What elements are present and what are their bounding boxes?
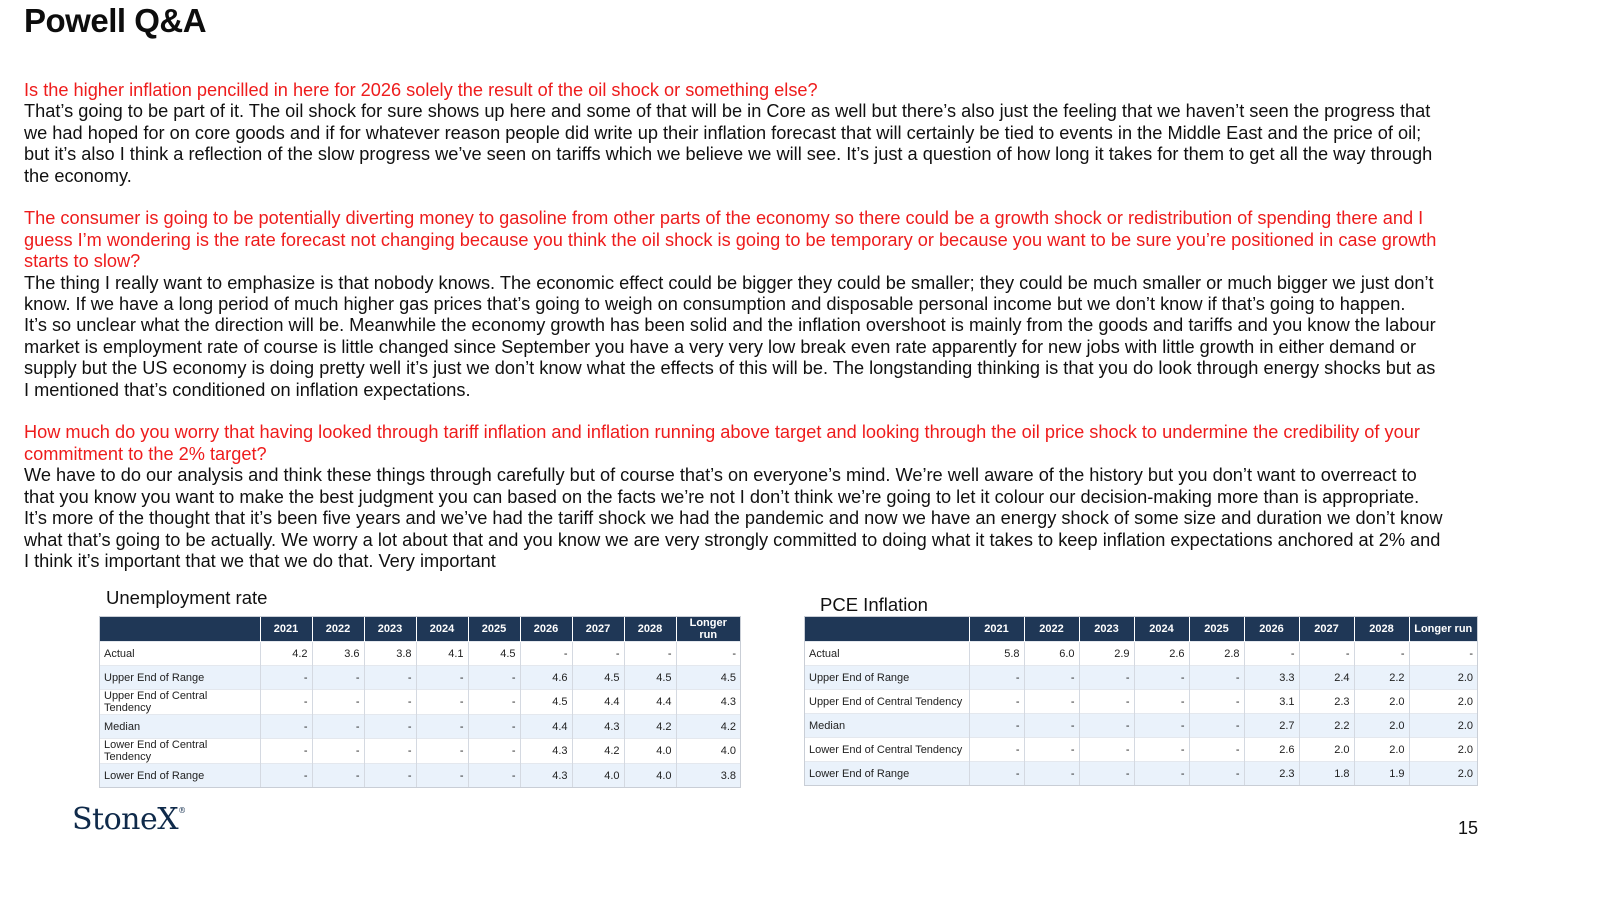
row-label: Median <box>100 715 260 739</box>
row-label: Lower End of Range <box>100 764 260 788</box>
table-cell: - <box>364 715 416 739</box>
table-row <box>805 666 1477 690</box>
column-header: 2022 <box>312 617 364 642</box>
registered-mark: ® <box>178 806 186 815</box>
table-row <box>805 714 1477 738</box>
table-row <box>805 762 1477 786</box>
table-cell: 2.4 <box>1299 666 1354 690</box>
table-cell: - <box>1134 690 1189 714</box>
table-cell: - <box>1299 642 1354 666</box>
logo-text: StoneX <box>72 802 179 837</box>
pce-table-label: PCE Inflation <box>820 594 928 615</box>
table-row <box>100 690 740 715</box>
table-cell: - <box>312 739 364 764</box>
table-cell: - <box>468 764 520 788</box>
column-header: 2024 <box>416 617 468 642</box>
pce-table <box>805 617 1477 785</box>
table-cell: - <box>1024 666 1079 690</box>
table-cell: - <box>1354 642 1409 666</box>
row-label: Lower End of Central Tendency <box>805 738 969 762</box>
table-cell: - <box>969 738 1024 762</box>
column-header: Longer run <box>1409 617 1477 642</box>
table-cell: - <box>1079 690 1134 714</box>
table-cell: - <box>1079 666 1134 690</box>
table-cell: 4.4 <box>624 690 676 715</box>
table-header-row <box>805 617 1477 642</box>
table-cell: - <box>364 764 416 788</box>
question-text: The consumer is going to be potentially diverting money to gasoline from other parts of the economy so there could be a growth shock or redistribution of spending there and I guess I’m wondering is the rate forecast not changing because you think the oil shock is going to be temporary or because you want to be sure you’re positioned in case growth starts to slow? <box>24 208 1437 272</box>
row-label: Upper End of Central Tendency <box>805 690 969 714</box>
table-cell: - <box>969 666 1024 690</box>
table-row <box>100 666 740 690</box>
table-cell: - <box>468 739 520 764</box>
table-cell: 2.0 <box>1409 738 1477 762</box>
column-header: 2023 <box>1079 617 1134 642</box>
table-cell: 4.4 <box>572 690 624 715</box>
column-header: 2023 <box>364 617 416 642</box>
question-text: How much do you worry that having looked through tariff inflation and inflation running above target and looking through the oil price shock to undermine the credibility of your commitment to the 2% target? <box>24 422 1420 464</box>
slide-title: Powell Q&A <box>24 2 207 39</box>
table-cell: - <box>572 642 624 666</box>
table-cell: - <box>468 715 520 739</box>
table-cell: 2.6 <box>1134 642 1189 666</box>
table-cell: - <box>312 715 364 739</box>
table-cell: 4.0 <box>572 764 624 788</box>
stonex-logo <box>72 802 186 837</box>
table-cell: 2.2 <box>1354 666 1409 690</box>
column-header: 2028 <box>1354 617 1409 642</box>
row-label: Lower End of Range <box>805 762 969 786</box>
row-label: Upper End of Central Tendency <box>100 690 260 715</box>
column-header: 2026 <box>1244 617 1299 642</box>
table-cell: 3.8 <box>676 764 740 788</box>
table-cell: - <box>364 690 416 715</box>
table-cell: 4.2 <box>624 715 676 739</box>
column-header: Longer run <box>676 617 740 642</box>
table-cell: 4.1 <box>416 642 468 666</box>
table-cell: 2.0 <box>1354 738 1409 762</box>
column-header: 2027 <box>572 617 624 642</box>
unemployment-table-label: Unemployment rate <box>106 587 268 608</box>
page-number: 15 <box>1458 818 1479 838</box>
table-cell: 4.3 <box>520 739 572 764</box>
column-header: 2028 <box>624 617 676 642</box>
table-cell: - <box>364 739 416 764</box>
table-cell: 4.5 <box>624 666 676 690</box>
table-cell: - <box>1024 714 1079 738</box>
table-cell: - <box>1189 714 1244 738</box>
column-header: 2026 <box>520 617 572 642</box>
column-header: 2022 <box>1024 617 1079 642</box>
table-cell: - <box>416 739 468 764</box>
table-cell: - <box>468 690 520 715</box>
table-cell: 4.5 <box>468 642 520 666</box>
column-header: 2025 <box>468 617 520 642</box>
table-cell: 2.0 <box>1354 714 1409 738</box>
table-header-row <box>100 617 740 642</box>
table-cell: 1.8 <box>1299 762 1354 786</box>
table-cell: - <box>1134 666 1189 690</box>
table-cell: 4.0 <box>624 739 676 764</box>
header-corner <box>805 617 969 642</box>
table-cell: 3.1 <box>1244 690 1299 714</box>
column-header: 2021 <box>969 617 1024 642</box>
table-cell: 2.2 <box>1299 714 1354 738</box>
table-cell: 4.5 <box>520 690 572 715</box>
table-row <box>805 738 1477 762</box>
table-cell: 2.0 <box>1409 690 1477 714</box>
table-cell: - <box>1134 738 1189 762</box>
table-cell: - <box>1189 762 1244 786</box>
answer-text: That’s going to be part of it. The oil shock for sure shows up here and some of that will be in Core as well but there’s also just the feeling that we haven’t seen the progress that we had hoped for on core goods and if for whatever reason people did write up their inflation forecast that will certainly be tied to events in the Middle East and the price of oil; but it’s also I think a reflection of the slow progress we’ve seen on tariffs which we believe we will see. It’s just a question of how long it takes for them to get all the way through the economy. <box>24 101 1433 186</box>
table-cell: - <box>624 642 676 666</box>
table-cell: 2.0 <box>1409 666 1477 690</box>
table-cell: - <box>1079 762 1134 786</box>
unemployment-table-container <box>99 616 741 788</box>
table-cell: 3.8 <box>364 642 416 666</box>
table-cell: - <box>260 690 312 715</box>
table-cell: 4.3 <box>676 690 740 715</box>
table-cell: 2.0 <box>1299 738 1354 762</box>
table-cell: 4.0 <box>676 739 740 764</box>
table-cell: 2.6 <box>1244 738 1299 762</box>
table-cell: 2.0 <box>1409 762 1477 786</box>
table-cell: - <box>969 762 1024 786</box>
table-cell: - <box>1134 714 1189 738</box>
table-cell: - <box>416 690 468 715</box>
table-cell: - <box>969 690 1024 714</box>
table-cell: 2.7 <box>1244 714 1299 738</box>
table-cell: - <box>312 666 364 690</box>
table-cell: - <box>1079 738 1134 762</box>
paragraph-gap <box>24 401 1444 422</box>
answer-text: It’s so unclear what the direction will be. Meanwhile the economy growth has been solid and the inflation overshoot is mainly from the goods and tariffs and you know the labour market is employment rate of course is little changed since September you have a very very low break even rate apparently for new jobs with little growth in either demand or supply but the US economy is doing pretty well it’s just we don’t know what the effects of this will be. The longstanding thinking is that you do look through energy shocks but as I mentioned that’s conditioned on inflation expectations. <box>24 315 1436 400</box>
table-cell: - <box>520 642 572 666</box>
table-cell: 4.3 <box>520 764 572 788</box>
table-row <box>805 690 1477 714</box>
table-cell: - <box>468 666 520 690</box>
table-cell: 2.9 <box>1079 642 1134 666</box>
qa-body <box>24 80 1444 572</box>
table-cell: - <box>1134 762 1189 786</box>
row-label: Upper End of Range <box>805 666 969 690</box>
row-label: Actual <box>805 642 969 666</box>
row-label: Median <box>805 714 969 738</box>
table-row <box>805 642 1477 666</box>
table-cell: - <box>1189 738 1244 762</box>
table-cell: 4.5 <box>676 666 740 690</box>
table-cell: - <box>1024 762 1079 786</box>
table-cell: - <box>1024 738 1079 762</box>
table-cell: - <box>1189 666 1244 690</box>
table-cell: 6.0 <box>1024 642 1079 666</box>
table-cell: - <box>312 764 364 788</box>
table-cell: 4.2 <box>676 715 740 739</box>
table-cell: - <box>1244 642 1299 666</box>
row-label: Actual <box>100 642 260 666</box>
row-label: Upper End of Range <box>100 666 260 690</box>
table-cell: - <box>676 642 740 666</box>
table-cell: - <box>416 764 468 788</box>
pce-table-container <box>804 616 1478 786</box>
table-cell: 2.0 <box>1354 690 1409 714</box>
table-row <box>100 739 740 764</box>
question-text: Is the higher inflation pencilled in here for 2026 solely the result of the oil shock or something else? <box>24 80 818 100</box>
column-header: 2024 <box>1134 617 1189 642</box>
header-corner <box>100 617 260 642</box>
table-cell: - <box>260 739 312 764</box>
table-cell: - <box>260 764 312 788</box>
unemployment-table <box>100 617 740 787</box>
table-cell: - <box>416 666 468 690</box>
table-cell: 3.6 <box>312 642 364 666</box>
table-cell: 2.0 <box>1409 714 1477 738</box>
table-cell: 4.4 <box>520 715 572 739</box>
answer-text: We have to do our analysis and think these things through carefully but of course that’s on everyone’s mind. We’re well aware of the history but you don’t want to overreact to that you know you want to make the best judgment you can based on the facts we’re not I don’t think we’re going to let it colour our decision-making more than is appropriate. It’s more of the thought that it’s been five years and we’ve had the tariff shock we had the pandemic and now we have an energy shock of some size and duration we don’t know what that’s going to be actually. We worry a lot about that and you know we are very strongly committed to doing what it takes to keep inflation expectations anchored at 2% and I think it’s important that we that we do that. Very important <box>24 465 1443 571</box>
table-cell: 4.6 <box>520 666 572 690</box>
answer-text: The thing I really want to emphasize is that nobody knows. The economic effect could be bigger they could be smaller; they could be much smaller or much bigger we just don’t know. If we have a long period of much higher gas prices that’s going to weigh on consumption and disposable personal income but we don’t know if that’s going to happen. <box>24 272 1434 315</box>
table-cell: 4.2 <box>572 739 624 764</box>
table-cell: - <box>1189 690 1244 714</box>
table-row <box>100 715 740 739</box>
table-row <box>100 642 740 666</box>
table-cell: - <box>1079 714 1134 738</box>
column-header: 2025 <box>1189 617 1244 642</box>
table-cell: 4.3 <box>572 715 624 739</box>
table-cell: 2.3 <box>1299 690 1354 714</box>
table-cell: 3.3 <box>1244 666 1299 690</box>
table-cell: 4.2 <box>260 642 312 666</box>
column-header: 2027 <box>1299 617 1354 642</box>
table-cell: - <box>260 666 312 690</box>
row-label: Lower End of Central Tendency <box>100 739 260 764</box>
table-cell: 4.0 <box>624 764 676 788</box>
column-header: 2021 <box>260 617 312 642</box>
table-cell: - <box>260 715 312 739</box>
table-cell: - <box>969 714 1024 738</box>
table-cell: 1.9 <box>1354 762 1409 786</box>
table-cell: - <box>1024 690 1079 714</box>
table-cell: - <box>364 666 416 690</box>
table-cell: - <box>312 690 364 715</box>
table-cell: - <box>416 715 468 739</box>
table-cell: 2.8 <box>1189 642 1244 666</box>
table-cell: 4.5 <box>572 666 624 690</box>
paragraph-gap <box>24 187 1444 208</box>
table-cell: - <box>1409 642 1477 666</box>
table-cell: 2.3 <box>1244 762 1299 786</box>
table-cell: 5.8 <box>969 642 1024 666</box>
table-row <box>100 764 740 788</box>
